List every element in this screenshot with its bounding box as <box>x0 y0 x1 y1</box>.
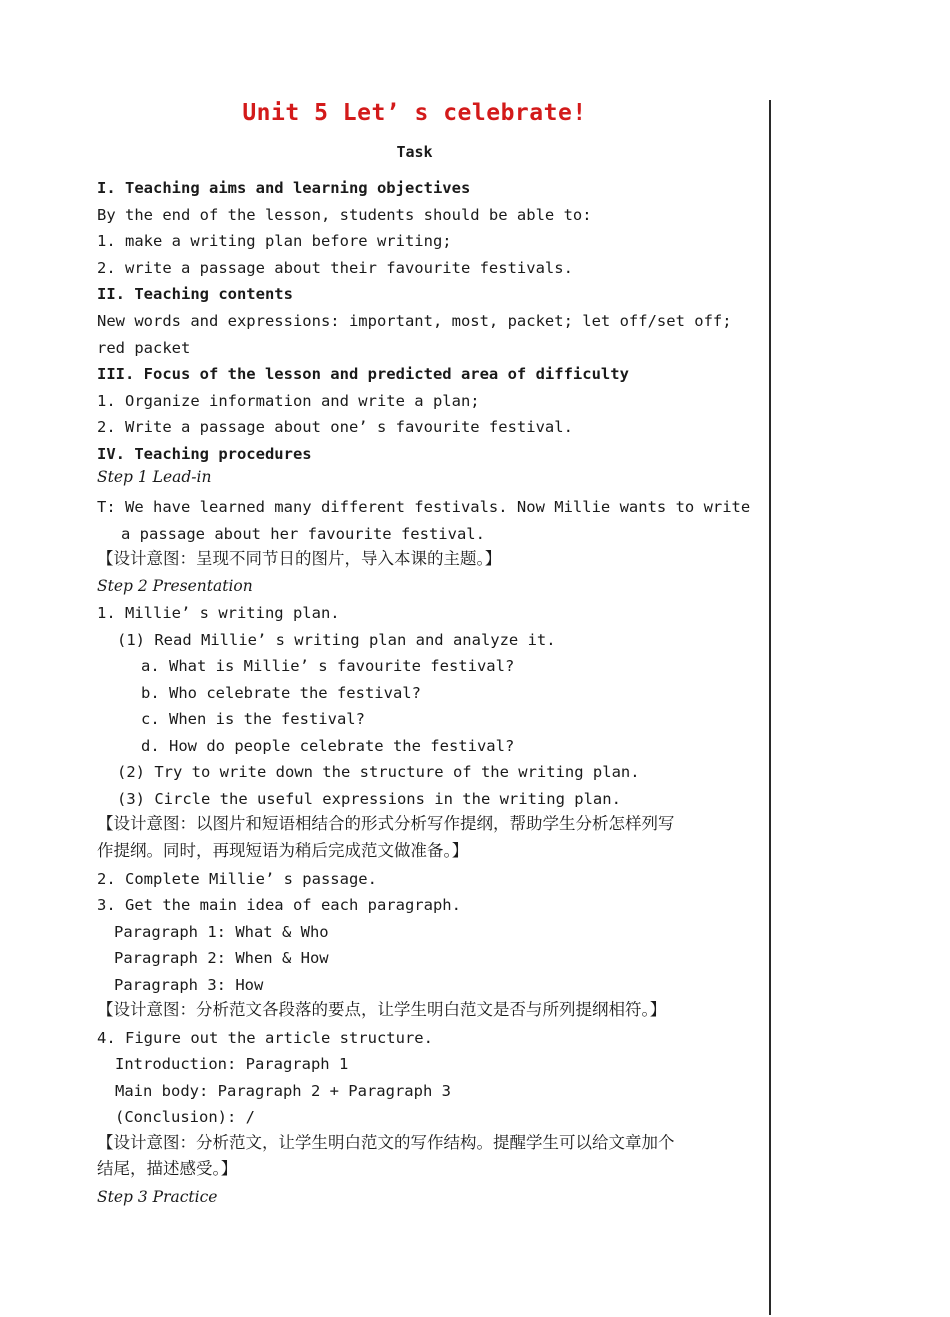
list-item: Paragraph 3: How <box>114 976 264 994</box>
list-item: 1. make a writing plan before writing; <box>97 232 452 250</box>
list-item: Main body: Paragraph 2 + Paragraph 3 <box>115 1082 451 1100</box>
text-line: New words and expressions: important, most, packet; let off/set off; <box>97 312 732 330</box>
section-heading-focus: III. Focus of the lesson and predicted area of difficulty <box>97 365 629 383</box>
list-item: 2. write a passage about their favourite festivals. <box>97 259 573 277</box>
list-item: 2. Complete Millie’ s passage. <box>97 870 377 888</box>
list-item: (3) Circle the useful expressions in the writing plan. <box>117 790 621 808</box>
list-item: Introduction: Paragraph 1 <box>115 1055 349 1073</box>
list-item: (1) Read Millie’ s writing plan and analyze it. <box>117 631 556 649</box>
text-line: By the end of the lesson, students should be able to: <box>97 206 592 224</box>
design-note: 【设计意图：分析范文各段落的要点，让学生明白范文是否与所列提纲相符。】 <box>97 1000 667 1019</box>
list-item: 3. Get the main idea of each paragraph. <box>97 896 461 914</box>
design-note: 【设计意图：以图片和短语相结合的形式分析写作提纲，帮助学生分析怎样列写 <box>97 814 675 833</box>
section-heading-aims: I. Teaching aims and learning objectives <box>97 179 471 197</box>
list-item: b. Who celebrate the festival? <box>141 684 421 702</box>
list-item: (Conclusion): / <box>115 1108 255 1126</box>
list-item: 2. Write a passage about one’ s favourite festival. <box>97 418 573 436</box>
step-heading: Step 3 Practice <box>97 1188 218 1206</box>
page-title: Unit 5 Let’ s celebrate! <box>242 100 587 126</box>
list-item: Paragraph 2: When & How <box>114 949 329 967</box>
step-heading: Step 1 Lead-in <box>97 468 212 486</box>
design-note: 结尾，描述感受。】 <box>97 1159 238 1178</box>
list-item: a. What is Millie’ s favourite festival? <box>141 657 515 675</box>
list-item: 1. Organize information and write a plan; <box>97 392 480 410</box>
list-item: Paragraph 1: What & Who <box>114 923 329 941</box>
step-heading: Step 2 Presentation <box>97 577 253 595</box>
page-right-border <box>769 100 771 1315</box>
list-item: d. How do people celebrate the festival? <box>141 737 515 755</box>
list-item: 1. Millie’ s writing plan. <box>97 604 340 622</box>
section-heading-procedures: IV. Teaching procedures <box>97 445 312 463</box>
design-note: 【设计意图：呈现不同节日的图片，导入本课的主题。】 <box>97 549 502 568</box>
text-line: red packet <box>97 339 191 357</box>
design-note: 作提纲。同时，再现短语为稍后完成范文做准备。】 <box>97 841 469 860</box>
list-item: (2) Try to write down the structure of the writing plan. <box>117 763 640 781</box>
page-subtitle: Task <box>396 143 433 161</box>
list-item: 4. Figure out the article structure. <box>97 1029 433 1047</box>
text-line: T: We have learned many different festivals. Now Millie wants to write <box>97 498 751 516</box>
text-line: a passage about her favourite festival. <box>121 525 485 543</box>
design-note: 【设计意图：分析范文，让学生明白范文的写作结构。提醒学生可以给文章加个 <box>97 1133 675 1152</box>
list-item: c. When is the festival? <box>141 710 365 728</box>
section-heading-contents: II. Teaching contents <box>97 285 293 303</box>
